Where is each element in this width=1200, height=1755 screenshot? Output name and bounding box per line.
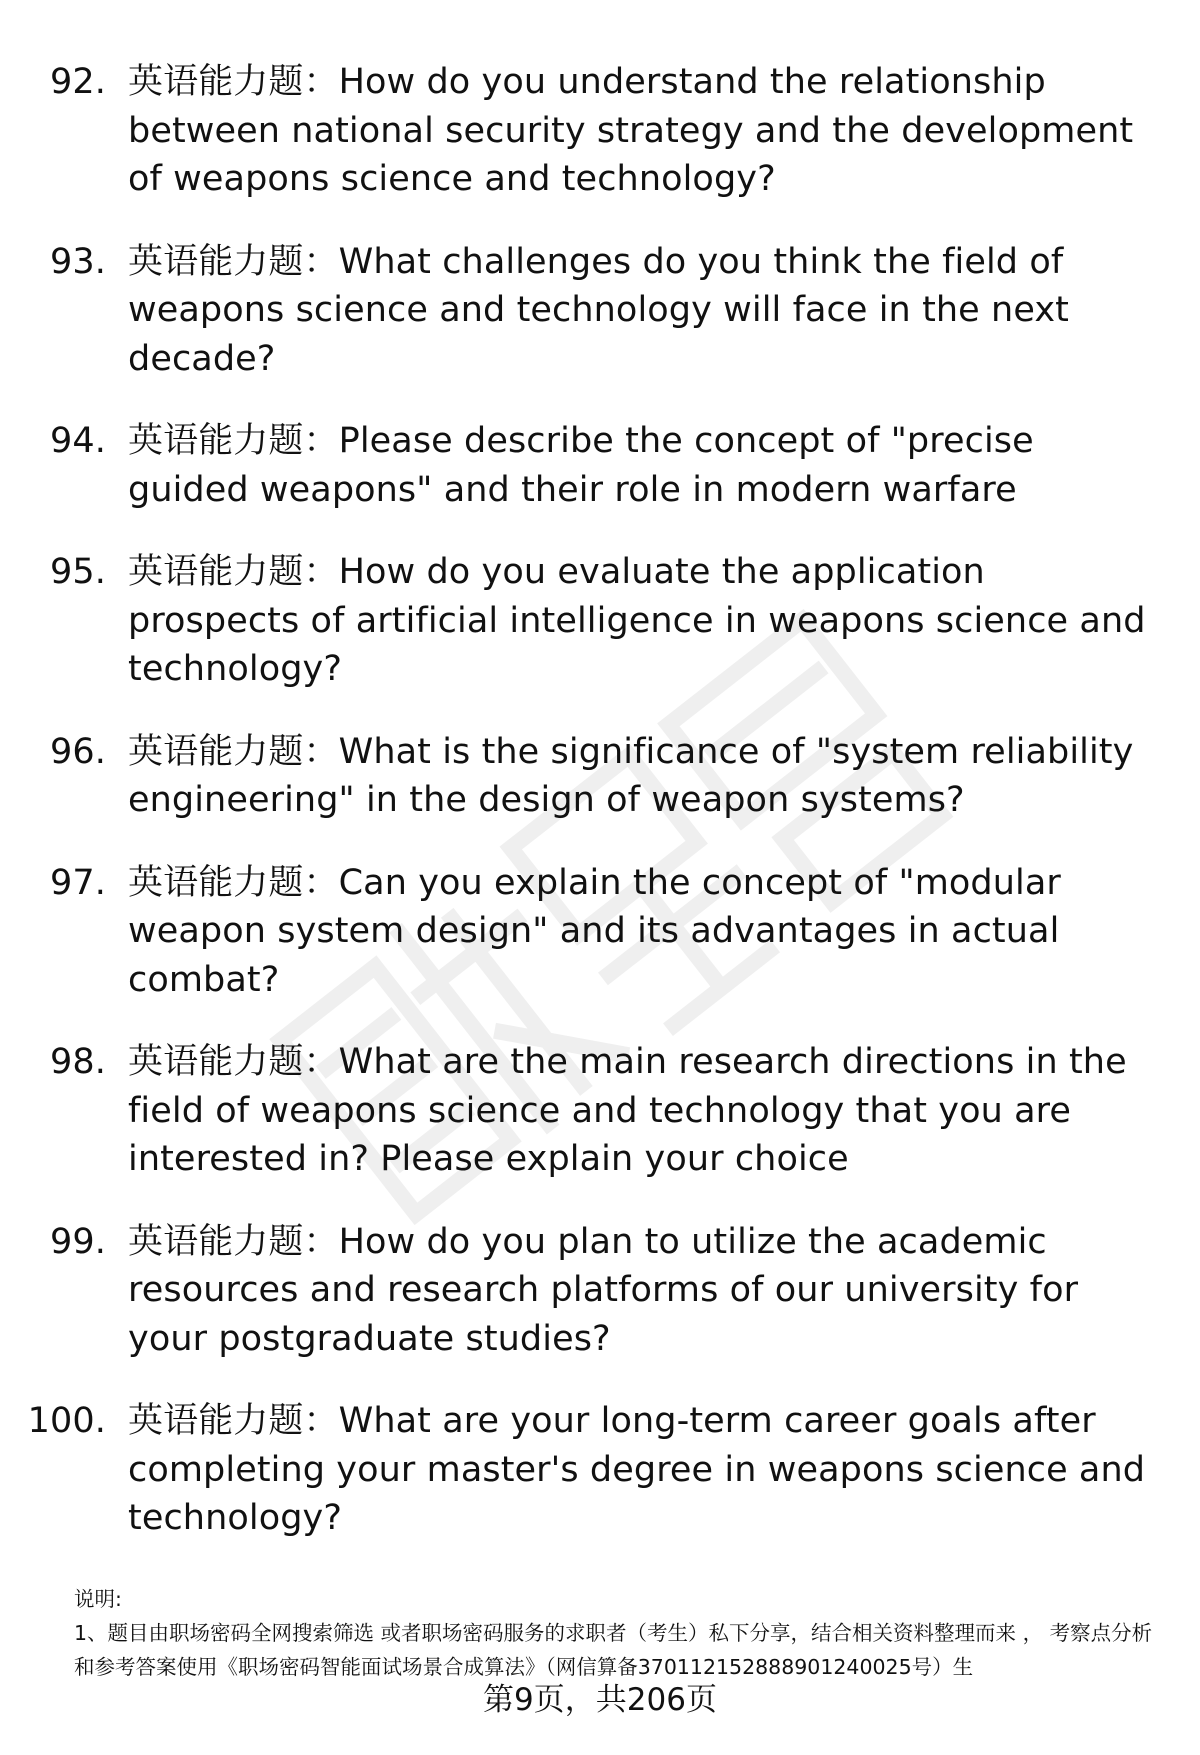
notes-heading: 说明:: [74, 1587, 122, 1611]
question-number: 97.: [50, 862, 106, 903]
question-item: [0, 417, 1200, 514]
question-number: 92.: [50, 62, 106, 102]
question-text: What are the main research directions in the field of weapons science and technology that you are interested in? Please explain your choice: [128, 1042, 1127, 1179]
question-text: How do you understand the relationship between national security strategy and the development of weapons science and technology?: [128, 62, 1134, 199]
notes-line: 1、题目由职场密码全网搜索筛选 或者职场密码服务的求职者（考生）私下分享，结合相关资料整理而来 ， 考察点分析和参考答案使用《职场密码智能面试场景合成算法》（网信算备370112152888901240025号）生: [74, 1621, 1153, 1679]
question-category-label: 英语能力题：: [128, 1042, 339, 1082]
question-item: [0, 548, 1200, 694]
question-number: 94.: [50, 421, 106, 461]
question-number: 99.: [50, 1221, 106, 1262]
question-text: What is the significance of "system reliability engineering" in the design of weapon systems?: [128, 731, 1134, 820]
question-category-label: 英语能力题：: [128, 731, 339, 772]
question-item: [0, 1218, 1200, 1364]
question-item: [0, 859, 1200, 1005]
question-text: What challenges do you think the field of weapons science and technology will face in the next decade?: [128, 241, 1069, 379]
question-text: How do you plan to utilize the academic resources and research platforms of our university for your postgraduate studies?: [128, 1221, 1079, 1359]
question-list: [0, 58, 1200, 1577]
question-category-label: 英语能力题：: [128, 1401, 339, 1441]
question-number: 100.: [27, 1401, 106, 1441]
question-category-label: 英语能力题：: [128, 62, 339, 102]
question-number: 96.: [50, 731, 106, 772]
question-category-label: 英语能力题：: [128, 552, 339, 592]
question-item: [0, 58, 1200, 204]
question-number: 98.: [50, 1042, 106, 1082]
question-item: [0, 1038, 1200, 1184]
question-text: What are your long-term career goals after completing your master's degree in weapons science and technology?: [128, 1401, 1146, 1538]
question-category-label: 英语能力题：: [128, 862, 339, 903]
question-text: How do you evaluate the application prospects of artificial intelligence in weapons science and technology?: [128, 552, 1146, 689]
question-number: 93.: [50, 241, 106, 282]
question-item: [0, 728, 1200, 825]
question-number: 95.: [50, 552, 106, 592]
question-category-label: 英语能力题：: [128, 421, 339, 461]
question-text: Can you explain the concept of "modular weapon system design" and its advantages in actual combat?: [128, 862, 1061, 1000]
question-category-label: 英语能力题：: [128, 241, 339, 282]
question-item: [0, 1397, 1200, 1543]
question-item: [0, 238, 1200, 384]
notes-section: [74, 1582, 1154, 1684]
question-text: Please describe the concept of "precise guided weapons" and their role in modern warfare: [128, 421, 1034, 510]
question-category-label: 英语能力题：: [128, 1221, 339, 1262]
page-indicator: 第9页，共206页: [483, 1682, 717, 1718]
